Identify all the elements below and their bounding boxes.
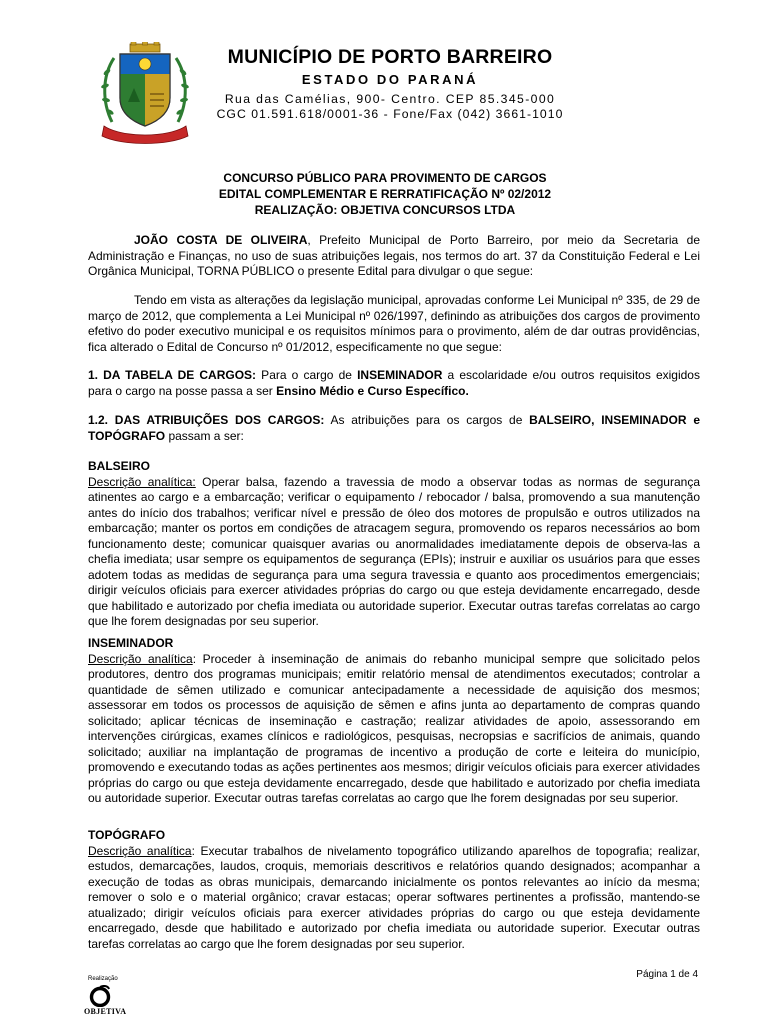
realizacao-label: Realização <box>88 976 118 982</box>
section-1-text-a: Para o cargo de <box>256 368 358 382</box>
page-number: Página 1 de 4 <box>636 969 698 980</box>
section-1-2-text-a: As atribuições para os cargos de <box>324 413 530 427</box>
objetiva-logo-text: OBJETIVA <box>84 1007 127 1016</box>
topografo-section <box>88 828 700 952</box>
cgc-phone-line: CGC 01.591.618/0001-36 - Fone/Fax (042) 3661-1010 <box>216 107 564 121</box>
section-1-text-b: a escolaridade e/ou outros requisitos exigidos para o cargo na posse passa a ser <box>88 368 700 398</box>
edital-heading-line3: REALIZAÇÃO: OBJETIVA CONCURSOS LTDA <box>254 203 516 217</box>
inseminador-section <box>88 636 700 807</box>
edital-heading-line2: EDITAL COMPLEMENTAR E RERRATIFICAÇÃO Nº 02/2012 <box>218 187 552 201</box>
inseminador-title: INSEMINADOR <box>88 636 174 650</box>
balseiro-section <box>88 459 700 630</box>
section-1-2-heading: 1.2. DAS ATRIBUIÇÕES DOS CARGOS: <box>88 413 325 427</box>
section-1-heading: 1. DA TABELA DE CARGOS: <box>88 368 257 382</box>
topografo-title: TOPÓGRAFO <box>88 828 166 842</box>
edital-heading-line1: CONCURSO PÚBLICO PARA PROVIMENTO DE CARGOS <box>223 171 547 185</box>
objetiva-logo-icon <box>88 985 126 1007</box>
balseiro-description: Operar balsa, fazendo a travessia de modo a observar todas as normas de segurança atinentes ao cargo e a embarcação; verificar o equipamento / rebocador / balsa, promovendo a sua manutenção antes do início dos trabalhos; verificar nível e pressão de óleo dos motores de propulsão e outros utilizados na embarcação; manter os portos em condições de atracagem segura, promovendo os reparos necessários ao bom funcionamento deste; comunicar quaisquer avarias ou anormalidades imediatamente depois de observa-las a chefia imediata; usar sempre os equipamentos de segurança (EPIs); instruir e auxiliar os usuários para que esses adotem todas as medidas de segurança para uma segura travessia e quanto aos procedimentos emergenciais; dirigir veículos oficiais para exercer atividades próprias do cargo ou que esteja devidamente encarregado, desde que habilitado e autorizado por chefia imediata ou autoridade superior. Executar outras tarefas correlatas ao cargo que lhe forem designadas por seu superior. <box>88 474 700 628</box>
edital-heading <box>160 170 610 218</box>
topografo-label: Descrição analítica <box>88 843 192 858</box>
section-1 <box>88 368 700 399</box>
legislation-text: Tendo em vista as alterações da legislação municipal, aprovadas conforme Lei Municipal nº 335, de 29 de março de 2012, que complementa a Lei Municipal nº 026/1997, definindo as atribuições dos cargos de provimento efetivo do poder executivo municipal e os requisitos mínimos para o provimento, além de dar outras providências, fica alterado o Edital de Concurso nº 01/2012, especificamente no que segue: <box>88 293 700 354</box>
intro-text: , Prefeito Municipal de Porto Barreiro, por meio da Secretaria de Administração e Finanças, no uso de suas atribuições legais, nos termos do art. 37 da Constituição Federal e Lei Orgânica Municipal, TORNA PÚBLICO o presente Edital para divulgar o que segue: <box>88 233 700 278</box>
section-1-2-text-b: passam a ser: <box>165 428 244 443</box>
section-1-2-cargos: BALSEIRO, INSEMINADOR e TOPÓGRAFO <box>88 413 700 443</box>
section-1-requisito: Ensino Médio e Curso Específico. <box>276 383 469 398</box>
section-1-cargo: INSEMINADOR <box>357 368 443 382</box>
section-1-2 <box>88 413 700 444</box>
municipal-coat-of-arms-icon <box>98 42 192 144</box>
balseiro-label: Descrição analítica: <box>88 474 196 489</box>
intro-paragraph <box>88 233 700 280</box>
address-line: Rua das Camélias, 900- Centro. CEP 85.345-000 <box>224 92 556 106</box>
balseiro-title: BALSEIRO <box>88 459 151 473</box>
legislation-paragraph <box>88 293 700 355</box>
state-name: ESTADO DO PARANÁ <box>301 72 479 87</box>
inseminador-description: : Proceder à inseminação de animais do rebanho municipal sempre que solicitado pelos produtores, dentro dos programas municipais; emitir relatório mensal de atendimentos executados; controlar a quantidade de sêmen utilizado e comunicar antecipadamente a necessidade de aquisição dos mesmos; assessorar em todos os processos de aquisição de sêmen e afins junta ao departamento de compras quando solicitado; aplicar técnicas de inseminação e castração; realizar atividades de apoio, assessorando em intervenções cirúrgicas, exames clínicos e radiológicos, pesquisas, necropsias e sacrifícios de animais, quando solicitado; auxiliar na implantação de programas de incentivo a produção de corte e leiteira do município, promovendo e executando todas as ações pertinentes aos mesmos; dirigir veículos oficiais para exercer atividades próprias do cargo ou que esteja devidamente encarregado, desde que habilitado e autorizado por chefia imediata ou autoridade superior. Executar outras tarefas correlatas ao cargo que lhe forem designadas por seu superior. <box>88 651 700 805</box>
mayor-name: JOÃO COSTA DE OLIVEIRA <box>134 233 308 247</box>
topografo-description: : Executar trabalhos de nivelamento topográfico utilizando aparelhos de topografia; realizar, estudos, demarcações, laudos, croquis, memoriais descritivos e relatórios quando designados; acompanhar a execução de todas as obras municipais, demarcando inicialmente os pontos relevantes ao início da mesma; remover o solo e o material orgânico; cravar estacas; operar softwares pertinentes a profissão, mantendo-se atualizado; dirigir veículos oficiais para exercer atividades próprias do cargo ou que esteja devidamente encarregado, desde que habilitado e autorizado por chefia imediata ou autoridade superior. Executar outras tarefas correlatas ao cargo que lhe forem designadas por seu superior. <box>88 843 700 951</box>
inseminador-label: Descrição analítica <box>88 651 193 666</box>
municipality-title: MUNICÍPIO DE PORTO BARREIRO <box>227 46 553 68</box>
